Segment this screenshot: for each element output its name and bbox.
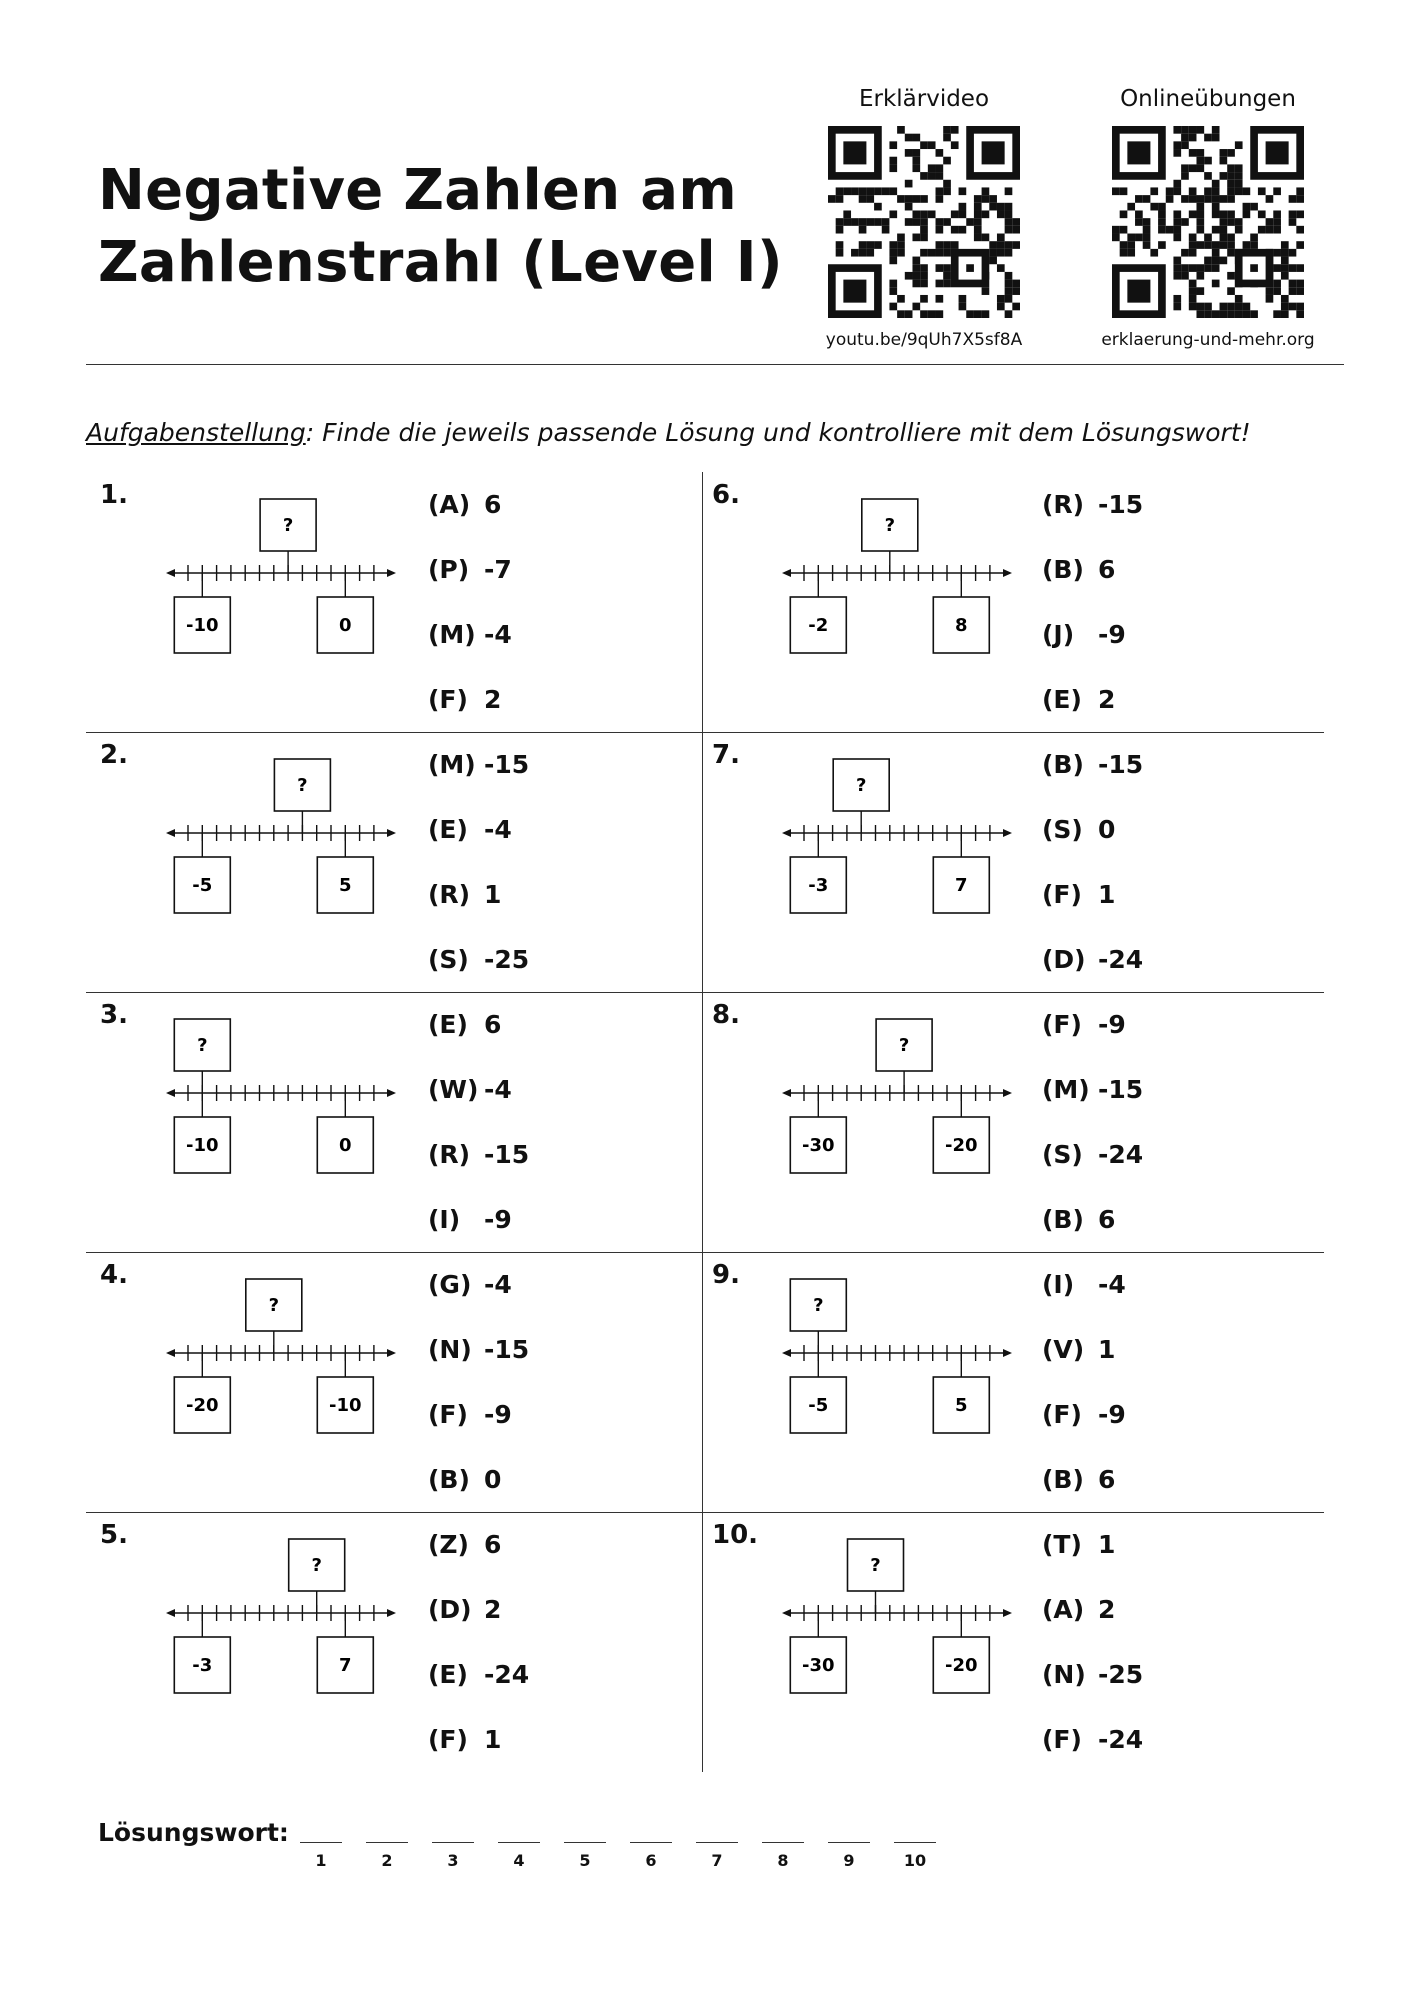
slot-number: 9 bbox=[843, 1851, 855, 1870]
answer-options bbox=[1042, 490, 1143, 750]
qr-caption: Onlineübungen bbox=[1120, 86, 1296, 112]
blank-line[interactable] bbox=[696, 1842, 738, 1843]
exercise-number: 8. bbox=[712, 1000, 740, 1030]
exercise-number: 2. bbox=[100, 740, 128, 770]
option-value: -24 bbox=[1098, 1140, 1144, 1169]
answer-options bbox=[1042, 1010, 1143, 1270]
answer-option[interactable] bbox=[1042, 555, 1143, 620]
exercise-4 bbox=[86, 1252, 702, 1512]
exercise-3 bbox=[86, 992, 702, 1252]
number-line bbox=[772, 1526, 1022, 1701]
value-label-left: -2 bbox=[808, 615, 829, 636]
number-line bbox=[156, 1266, 406, 1441]
option-letter: (A) bbox=[1042, 1595, 1085, 1624]
value-label-left: -5 bbox=[808, 1395, 829, 1416]
answer-option[interactable] bbox=[1042, 1595, 1143, 1660]
answer-options bbox=[428, 490, 512, 750]
slot-number: 1 bbox=[315, 1851, 327, 1870]
option-value: 6 bbox=[484, 1530, 502, 1559]
option-value: -15 bbox=[484, 1140, 530, 1169]
option-value: -24 bbox=[484, 1660, 530, 1689]
answer-option[interactable] bbox=[428, 1660, 529, 1725]
option-value: -24 bbox=[1098, 1725, 1144, 1754]
answer-option[interactable] bbox=[1042, 620, 1143, 685]
option-letter: (G) bbox=[428, 1270, 472, 1299]
solution-slot[interactable] bbox=[762, 1820, 804, 1870]
option-letter: (F) bbox=[428, 1400, 468, 1429]
value-label-left: -30 bbox=[802, 1135, 835, 1156]
answer-option[interactable] bbox=[428, 1725, 529, 1790]
option-letter: (V) bbox=[1042, 1335, 1085, 1364]
slot-number: 4 bbox=[513, 1851, 525, 1870]
arrow-right-icon bbox=[1003, 829, 1012, 837]
arrow-right-icon bbox=[387, 1089, 396, 1097]
exercise-number: 3. bbox=[100, 1000, 128, 1030]
question-mark: ? bbox=[197, 1035, 208, 1056]
option-value: -4 bbox=[484, 815, 512, 844]
option-letter: (E) bbox=[428, 1010, 468, 1039]
option-letter: (F) bbox=[1042, 880, 1082, 909]
option-letter: (F) bbox=[1042, 1010, 1082, 1039]
answer-option[interactable] bbox=[1042, 1010, 1143, 1075]
value-label-left: -20 bbox=[186, 1395, 219, 1416]
answer-option[interactable] bbox=[1042, 1140, 1143, 1205]
arrow-left-icon bbox=[782, 1089, 791, 1097]
blank-line[interactable] bbox=[432, 1842, 474, 1843]
option-value: 1 bbox=[1098, 880, 1116, 909]
blank-line[interactable] bbox=[366, 1842, 408, 1843]
option-value: 2 bbox=[1098, 685, 1116, 714]
option-value: -7 bbox=[484, 555, 512, 584]
blank-line[interactable] bbox=[564, 1842, 606, 1843]
question-mark: ? bbox=[311, 1555, 322, 1576]
answer-option[interactable] bbox=[1042, 1660, 1143, 1725]
arrow-left-icon bbox=[166, 1609, 175, 1617]
title-line-2: Zahlenstrahl (Level I) bbox=[98, 230, 783, 295]
answer-option[interactable] bbox=[428, 1400, 529, 1465]
arrow-right-icon bbox=[1003, 1609, 1012, 1617]
option-value: -9 bbox=[1098, 1400, 1126, 1429]
answer-option[interactable] bbox=[428, 490, 512, 555]
slot-number: 8 bbox=[777, 1851, 789, 1870]
exercise-number: 6. bbox=[712, 480, 740, 510]
option-value: -4 bbox=[484, 620, 512, 649]
value-label-left: -10 bbox=[186, 1135, 219, 1156]
arrow-left-icon bbox=[782, 569, 791, 577]
value-label-left: -3 bbox=[808, 875, 829, 896]
option-letter: (S) bbox=[428, 945, 469, 974]
answer-option[interactable] bbox=[428, 1335, 529, 1400]
option-letter: (I) bbox=[428, 1205, 461, 1234]
option-letter: (F) bbox=[1042, 1725, 1082, 1754]
exercise-5 bbox=[86, 1512, 702, 1772]
slot-number: 10 bbox=[903, 1851, 927, 1870]
option-letter: (F) bbox=[1042, 1400, 1082, 1429]
option-value: 2 bbox=[484, 1595, 502, 1624]
option-value: 6 bbox=[1098, 1465, 1116, 1494]
answer-option[interactable] bbox=[1042, 1725, 1143, 1790]
answer-option[interactable] bbox=[428, 750, 529, 815]
option-letter: (S) bbox=[1042, 1140, 1083, 1169]
option-value: 1 bbox=[1098, 1530, 1116, 1559]
value-label-right: 8 bbox=[955, 615, 968, 636]
solution-slot[interactable] bbox=[630, 1820, 672, 1870]
option-value: 0 bbox=[484, 1465, 502, 1494]
blank-line[interactable] bbox=[894, 1842, 936, 1843]
value-label-left: -5 bbox=[192, 875, 213, 896]
arrow-right-icon bbox=[1003, 1089, 1012, 1097]
answer-option[interactable] bbox=[428, 880, 529, 945]
answer-option[interactable] bbox=[428, 815, 529, 880]
title-line-1: Negative Zahlen am bbox=[98, 158, 738, 223]
answer-option[interactable] bbox=[428, 620, 512, 685]
value-label-right: -20 bbox=[945, 1135, 978, 1156]
answer-option[interactable] bbox=[1042, 1270, 1126, 1335]
option-letter: (S) bbox=[1042, 815, 1083, 844]
option-letter: (M) bbox=[428, 620, 476, 649]
answer-option[interactable] bbox=[1042, 1335, 1126, 1400]
option-letter: (F) bbox=[428, 685, 468, 714]
question-mark: ? bbox=[855, 775, 867, 796]
option-value: 1 bbox=[484, 1725, 502, 1754]
arrow-right-icon bbox=[387, 829, 396, 837]
question-mark: ? bbox=[870, 1555, 881, 1576]
option-letter: (R) bbox=[428, 880, 471, 909]
answer-option[interactable] bbox=[428, 1140, 529, 1205]
answer-option[interactable] bbox=[428, 555, 512, 620]
answer-option[interactable] bbox=[428, 1075, 529, 1140]
number-line bbox=[772, 1266, 1022, 1441]
blank-line[interactable] bbox=[630, 1842, 672, 1843]
arrow-left-icon bbox=[166, 1089, 175, 1097]
value-label-right: 5 bbox=[339, 875, 352, 896]
number-line bbox=[156, 486, 406, 661]
option-letter: (E) bbox=[428, 815, 468, 844]
option-letter: (A) bbox=[428, 490, 471, 519]
exercise-9 bbox=[702, 1252, 1318, 1512]
arrow-left-icon bbox=[782, 829, 791, 837]
number-line bbox=[156, 1526, 406, 1701]
value-label-left: -30 bbox=[802, 1655, 835, 1676]
blank-line[interactable] bbox=[498, 1842, 540, 1843]
solution-slot[interactable] bbox=[366, 1820, 408, 1870]
option-value: -9 bbox=[484, 1400, 512, 1429]
option-value: -24 bbox=[1098, 945, 1144, 974]
option-value: -4 bbox=[484, 1075, 512, 1104]
solution-slot[interactable] bbox=[432, 1820, 474, 1870]
number-line bbox=[772, 486, 1022, 661]
answer-options bbox=[1042, 1530, 1143, 1790]
qr-block-exercises bbox=[1088, 86, 1328, 350]
number-line bbox=[156, 746, 406, 921]
option-value: -15 bbox=[484, 750, 530, 779]
arrow-right-icon bbox=[387, 1609, 396, 1617]
answer-options bbox=[428, 1530, 529, 1790]
option-value: 1 bbox=[484, 880, 502, 909]
arrow-left-icon bbox=[782, 1609, 791, 1617]
solution-label: Lösungswort: bbox=[98, 1818, 289, 1847]
arrow-right-icon bbox=[1003, 1349, 1012, 1357]
answer-option[interactable] bbox=[1042, 815, 1143, 880]
option-value: 6 bbox=[484, 1010, 502, 1039]
option-letter: (N) bbox=[428, 1335, 472, 1364]
slot-number: 5 bbox=[579, 1851, 591, 1870]
answer-option[interactable] bbox=[1042, 880, 1143, 945]
exercise-2 bbox=[86, 732, 702, 992]
value-label-right: -20 bbox=[945, 1655, 978, 1676]
option-letter: (E) bbox=[1042, 685, 1082, 714]
option-letter: (I) bbox=[1042, 1270, 1075, 1299]
solution-slot[interactable] bbox=[696, 1820, 738, 1870]
answer-option[interactable] bbox=[1042, 1400, 1126, 1465]
option-letter: (F) bbox=[428, 1725, 468, 1754]
number-line bbox=[772, 1006, 1022, 1181]
option-value: -4 bbox=[484, 1270, 512, 1299]
qr-url[interactable]: erklaerung-und-mehr.org bbox=[1101, 330, 1315, 350]
question-mark: ? bbox=[297, 775, 308, 796]
option-value: 6 bbox=[1098, 1205, 1116, 1234]
value-label-right: 0 bbox=[339, 1135, 352, 1156]
answer-option[interactable] bbox=[428, 1010, 529, 1075]
exercise-number: 10. bbox=[712, 1520, 759, 1550]
answer-options bbox=[1042, 750, 1143, 1010]
slot-number: 3 bbox=[447, 1851, 459, 1870]
value-label-right: 7 bbox=[339, 1655, 352, 1676]
answer-option[interactable] bbox=[1042, 1075, 1143, 1140]
option-letter: (M) bbox=[1042, 1075, 1090, 1104]
blank-line[interactable] bbox=[300, 1842, 342, 1843]
option-letter: (M) bbox=[428, 750, 476, 779]
blank-line[interactable] bbox=[828, 1842, 870, 1843]
option-value: 0 bbox=[1098, 815, 1116, 844]
option-value: -15 bbox=[1098, 490, 1144, 519]
option-letter: (Z) bbox=[428, 1530, 469, 1559]
option-letter: (B) bbox=[1042, 1465, 1084, 1494]
option-letter: (W) bbox=[428, 1075, 479, 1104]
exercise-number: 5. bbox=[100, 1520, 128, 1550]
option-letter: (D) bbox=[428, 1595, 472, 1624]
option-letter: (P) bbox=[428, 555, 470, 584]
solution-slot[interactable] bbox=[828, 1820, 870, 1870]
solution-slot[interactable] bbox=[894, 1820, 936, 1870]
value-label-right: 5 bbox=[955, 1395, 968, 1416]
blank-line[interactable] bbox=[762, 1842, 804, 1843]
exercise-number: 9. bbox=[712, 1260, 740, 1290]
option-value: -9 bbox=[1098, 620, 1126, 649]
slot-number: 2 bbox=[381, 1851, 393, 1870]
option-letter: (B) bbox=[1042, 555, 1084, 584]
question-mark: ? bbox=[898, 1035, 910, 1056]
option-value: -9 bbox=[1098, 1010, 1126, 1039]
arrow-right-icon bbox=[1003, 569, 1012, 577]
arrow-right-icon bbox=[387, 569, 396, 577]
answer-option[interactable] bbox=[428, 1270, 529, 1335]
option-letter: (D) bbox=[1042, 945, 1086, 974]
solution-slot[interactable] bbox=[564, 1820, 606, 1870]
option-letter: (N) bbox=[1042, 1660, 1086, 1689]
solution-slot[interactable] bbox=[300, 1820, 342, 1870]
value-label-left: -10 bbox=[186, 615, 219, 636]
value-label-right: 7 bbox=[955, 875, 968, 896]
exercise-number: 1. bbox=[100, 480, 128, 510]
arrow-right-icon bbox=[387, 1349, 396, 1357]
solution-slot[interactable] bbox=[498, 1820, 540, 1870]
answer-option[interactable] bbox=[1042, 750, 1143, 815]
question-mark: ? bbox=[282, 515, 294, 536]
qr-url[interactable]: youtu.be/9qUh7X5sf8A bbox=[825, 330, 1023, 350]
value-label-right: -10 bbox=[329, 1395, 362, 1416]
answer-option[interactable] bbox=[428, 1595, 529, 1660]
answer-options bbox=[1042, 1270, 1126, 1530]
answer-options bbox=[428, 750, 529, 1010]
option-value: -15 bbox=[1098, 1075, 1144, 1104]
task-text: : Finde die jeweils passende Lösung und kontrolliere mit dem Lösungswort! bbox=[305, 418, 1251, 447]
option-value: 6 bbox=[484, 490, 502, 519]
option-letter: (R) bbox=[428, 1140, 471, 1169]
slot-number: 6 bbox=[645, 1851, 657, 1870]
answer-options bbox=[428, 1270, 529, 1530]
value-label-right: 0 bbox=[339, 615, 352, 636]
qr-code-icon[interactable] bbox=[828, 126, 1020, 318]
task-label: Aufgabenstellung bbox=[86, 418, 306, 447]
slot-number: 7 bbox=[711, 1851, 723, 1870]
option-value: 2 bbox=[484, 685, 502, 714]
exercise-number: 7. bbox=[712, 740, 740, 770]
answer-option[interactable] bbox=[1042, 1530, 1143, 1595]
exercise-grid bbox=[86, 472, 1324, 1772]
arrow-left-icon bbox=[166, 1349, 175, 1357]
option-value: -9 bbox=[484, 1205, 512, 1234]
option-letter: (T) bbox=[1042, 1530, 1082, 1559]
answer-option[interactable] bbox=[428, 1530, 529, 1595]
exercise-8 bbox=[702, 992, 1318, 1252]
qr-caption: Erklärvideo bbox=[858, 86, 990, 112]
arrow-left-icon bbox=[782, 1349, 791, 1357]
answer-option[interactable] bbox=[1042, 490, 1143, 555]
option-letter: (B) bbox=[1042, 1205, 1084, 1234]
question-mark: ? bbox=[884, 515, 896, 536]
page-title bbox=[98, 155, 783, 299]
exercise-7 bbox=[702, 732, 1318, 992]
exercise-number: 4. bbox=[100, 1260, 128, 1290]
option-letter: (J) bbox=[1042, 620, 1075, 649]
option-value: 1 bbox=[1098, 1335, 1116, 1364]
arrow-left-icon bbox=[166, 569, 175, 577]
option-value: -25 bbox=[1098, 1660, 1144, 1689]
question-mark: ? bbox=[813, 1295, 824, 1316]
option-letter: (B) bbox=[428, 1465, 470, 1494]
option-value: -15 bbox=[484, 1335, 530, 1364]
exercise-6 bbox=[702, 472, 1318, 732]
answer-options bbox=[428, 1010, 529, 1270]
value-label-left: -3 bbox=[192, 1655, 213, 1676]
exercise-1 bbox=[86, 472, 702, 732]
option-value: 6 bbox=[1098, 555, 1116, 584]
qr-code-icon[interactable] bbox=[1112, 126, 1304, 318]
option-letter: (R) bbox=[1042, 490, 1085, 519]
option-value: -15 bbox=[1098, 750, 1144, 779]
qr-block-video bbox=[804, 86, 1044, 350]
number-line bbox=[156, 1006, 406, 1181]
question-mark: ? bbox=[268, 1295, 280, 1316]
task-instruction bbox=[86, 418, 1251, 447]
option-letter: (E) bbox=[428, 1660, 468, 1689]
number-line bbox=[772, 746, 1022, 921]
option-value: -25 bbox=[484, 945, 530, 974]
option-letter: (B) bbox=[1042, 750, 1084, 779]
header-divider bbox=[86, 364, 1344, 365]
option-value: -4 bbox=[1098, 1270, 1126, 1299]
exercise-10 bbox=[702, 1512, 1318, 1772]
arrow-left-icon bbox=[166, 829, 175, 837]
option-value: 2 bbox=[1098, 1595, 1116, 1624]
